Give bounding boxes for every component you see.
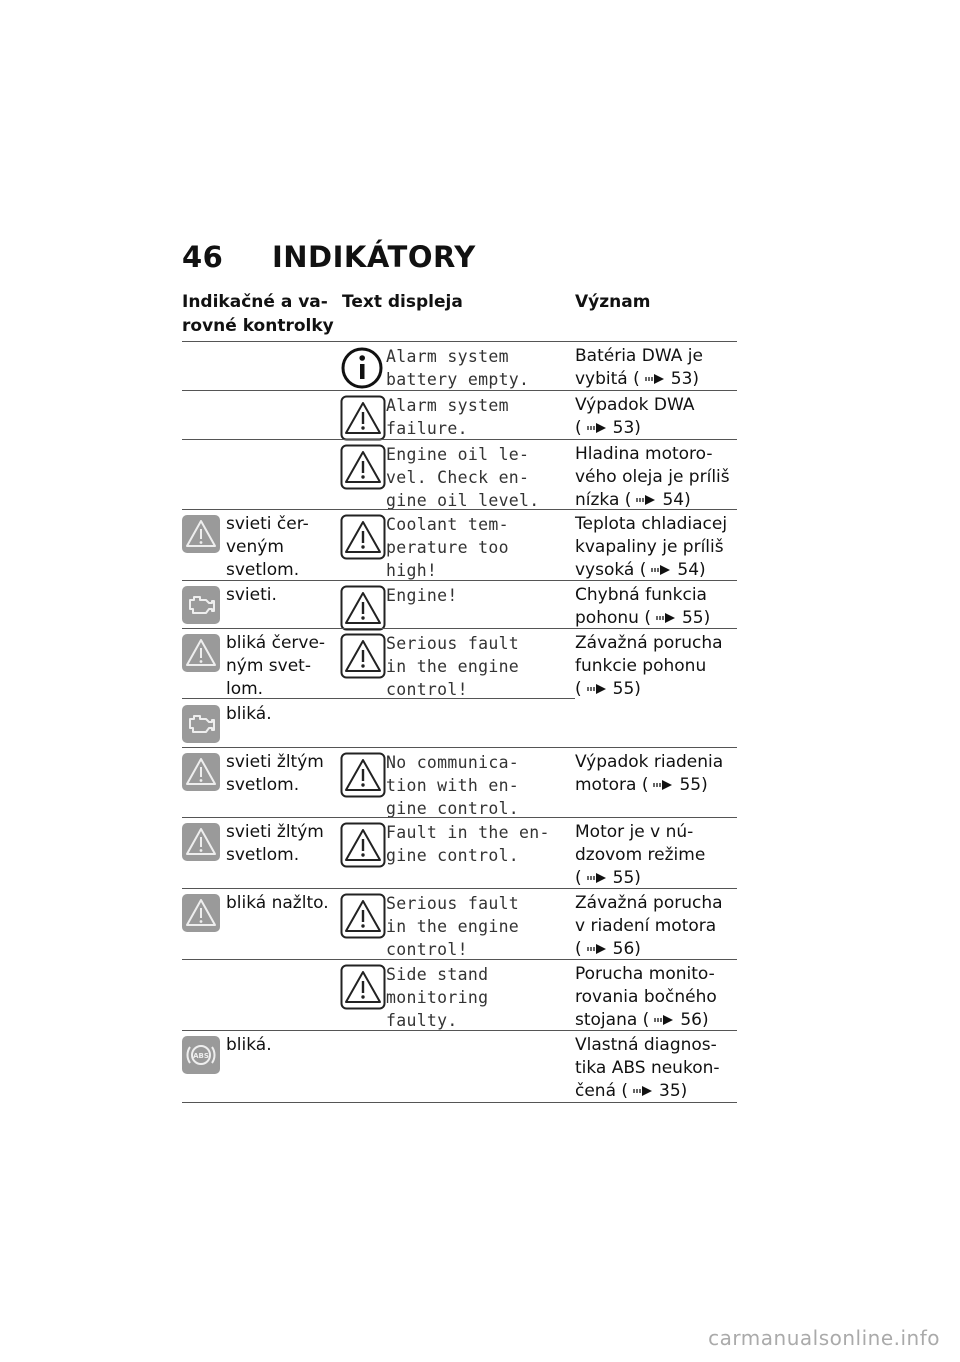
- meaning-text: Batéria DWA je vybitá: [575, 346, 703, 389]
- warning-triangle-icon: [340, 752, 386, 798]
- table-row: [182, 628, 737, 748]
- display-message: Alarm system battery empty.: [386, 347, 530, 389]
- warning-triangle-icon: [340, 585, 386, 631]
- reference-arrow-icon: [653, 780, 673, 790]
- table-row: [182, 390, 737, 440]
- meaning-cell: [575, 751, 735, 797]
- meaning-cell: [575, 821, 735, 890]
- table-row: [182, 580, 737, 629]
- reference-arrow-icon: [645, 374, 665, 384]
- table-row: [182, 959, 737, 1031]
- reference-arrow-icon: [587, 423, 607, 433]
- page-reference-number: 53): [670, 369, 700, 389]
- meaning-text: Chybná funkcia pohonu: [575, 585, 707, 628]
- page-reference-number: 56): [612, 939, 641, 959]
- warning-triangle-icon: [340, 514, 386, 560]
- page-reference[interactable]: ( 53): [627, 369, 700, 389]
- table-row: [182, 1030, 737, 1103]
- warning-triangle-icon: [182, 515, 220, 553]
- indicator-description: svieti žltým svetlom.: [226, 822, 324, 865]
- meaning-cell: [575, 632, 735, 701]
- display-message: No communica- tion with en- gine control.: [386, 753, 520, 818]
- table-row: [182, 888, 737, 960]
- meaning-text: Výpadok DWA: [575, 395, 695, 415]
- display-message: Serious fault in the engine control!: [386, 894, 520, 959]
- warning-triangle-icon: [340, 444, 386, 490]
- reference-arrow-icon: [656, 613, 676, 623]
- display-message: Coolant tem- perature too high!: [386, 515, 509, 580]
- table-row: [182, 341, 737, 391]
- indicator-description: svieti čer- veným svetlom.: [226, 514, 309, 580]
- page-reference-number: 55): [612, 868, 641, 888]
- warning-triangle-icon: [340, 964, 386, 1010]
- meaning-text: Závažná porucha funkcie pohonu: [575, 633, 723, 676]
- meaning-cell: [575, 394, 735, 440]
- warning-triangle-icon: [182, 894, 220, 932]
- meaning-cell: [575, 584, 735, 630]
- warning-triangle-icon: [340, 893, 386, 939]
- page-title: INDIKÁTORY: [271, 240, 476, 274]
- engine-icon: [182, 705, 220, 743]
- reference-arrow-icon: [636, 495, 656, 505]
- meaning-text: Závažná porucha v riadení motora: [575, 893, 723, 936]
- page-reference[interactable]: ( 53): [575, 418, 641, 438]
- page-reference-number: 53): [612, 418, 641, 438]
- warning-triangle-icon: [182, 753, 220, 791]
- page-reference-number: 54): [662, 490, 691, 510]
- indicator-description: bliká červe- ným svet- lom.: [226, 633, 326, 699]
- meaning-cell: [575, 513, 735, 582]
- indicator-description: bliká nažlto.: [226, 893, 329, 913]
- meaning-cell: [575, 345, 735, 391]
- meaning-text: Porucha monito- rovania bočného stojana: [575, 964, 717, 1030]
- column-header-indicator: Indikačné a va- rovné kontrolky: [182, 292, 334, 336]
- page-header: [182, 240, 476, 274]
- reference-arrow-icon: [587, 873, 607, 883]
- page-number: 46: [182, 240, 224, 274]
- display-message: Engine oil le- vel. Check en- gine oil level.: [386, 445, 540, 510]
- watermark: carmanualsonline.info: [708, 1326, 940, 1350]
- column-header-display: Text displeja: [342, 292, 463, 312]
- meaning-text: Teplota chladiacej kvapaliny je príliš vysoká: [575, 514, 728, 580]
- meaning-cell: [575, 443, 735, 512]
- page-reference-number: 56): [680, 1010, 709, 1030]
- page-reference[interactable]: ( 55): [636, 775, 708, 795]
- display-message: Side stand monitoring faulty.: [386, 965, 489, 1030]
- page-reference-number: 55): [679, 775, 708, 795]
- display-message: Fault in the en- gine control.: [386, 823, 550, 865]
- page-reference[interactable]: ( 56): [637, 1010, 709, 1030]
- warning-triangle-icon: [340, 822, 386, 868]
- page-reference-number: 55): [612, 679, 641, 699]
- display-message: Engine!: [386, 586, 458, 605]
- page-reference[interactable]: ( 55): [575, 679, 641, 699]
- table-bottom-rule: [182, 1102, 737, 1103]
- engine-icon: [182, 586, 220, 624]
- column-header-meaning: Význam: [575, 292, 651, 312]
- page-reference[interactable]: ( 55): [638, 608, 711, 628]
- meaning-cell: [575, 892, 735, 961]
- meaning-text: Výpadok riadenia motora: [575, 752, 724, 795]
- table-row: [182, 747, 737, 818]
- page-reference[interactable]: ( 54): [619, 490, 691, 510]
- display-message: Serious fault in the engine control!: [386, 634, 520, 699]
- table-row: [182, 817, 737, 889]
- reference-arrow-icon: [633, 1086, 653, 1096]
- indicator-description: bliká.: [226, 1035, 272, 1055]
- reference-arrow-icon: [587, 944, 607, 954]
- page-reference[interactable]: ( 56): [575, 939, 641, 959]
- meaning-text: Motor je v nú- dzovom režime: [575, 822, 706, 865]
- display-message: Alarm system failure.: [386, 396, 509, 438]
- reference-arrow-icon: [654, 1015, 674, 1025]
- abs-icon: [182, 1036, 220, 1074]
- reference-arrow-icon: [651, 565, 671, 575]
- table-row: [182, 509, 737, 581]
- warning-triangle-icon: [182, 823, 220, 861]
- warning-triangle-icon: [340, 633, 386, 679]
- meaning-text: Vlastná diagnos- tika ABS neukon- čená: [575, 1035, 720, 1101]
- indicator-description: bliká.: [226, 704, 272, 724]
- page-reference[interactable]: ( 35): [616, 1081, 688, 1101]
- info-icon: [340, 345, 386, 391]
- warning-triangle-icon: [340, 395, 386, 441]
- meaning-cell: [575, 1034, 735, 1103]
- page-reference-number: 54): [677, 560, 706, 580]
- page-reference-number: 35): [659, 1081, 688, 1101]
- warning-triangle-icon: [182, 634, 220, 672]
- page-reference[interactable]: ( 55): [575, 868, 641, 888]
- meaning-cell: [575, 963, 735, 1032]
- meaning-text: Hladina motoro- vého oleja je príliš nízka: [575, 444, 730, 510]
- table-row: [182, 439, 737, 510]
- indicator-description: svieti žltým svetlom.: [226, 752, 324, 795]
- reference-arrow-icon: [587, 684, 607, 694]
- indicator-description: svieti.: [226, 585, 277, 605]
- svg-text:ABS: ABS: [193, 1052, 209, 1060]
- page-reference-number: 55): [681, 608, 711, 628]
- page-reference[interactable]: ( 54): [634, 560, 706, 580]
